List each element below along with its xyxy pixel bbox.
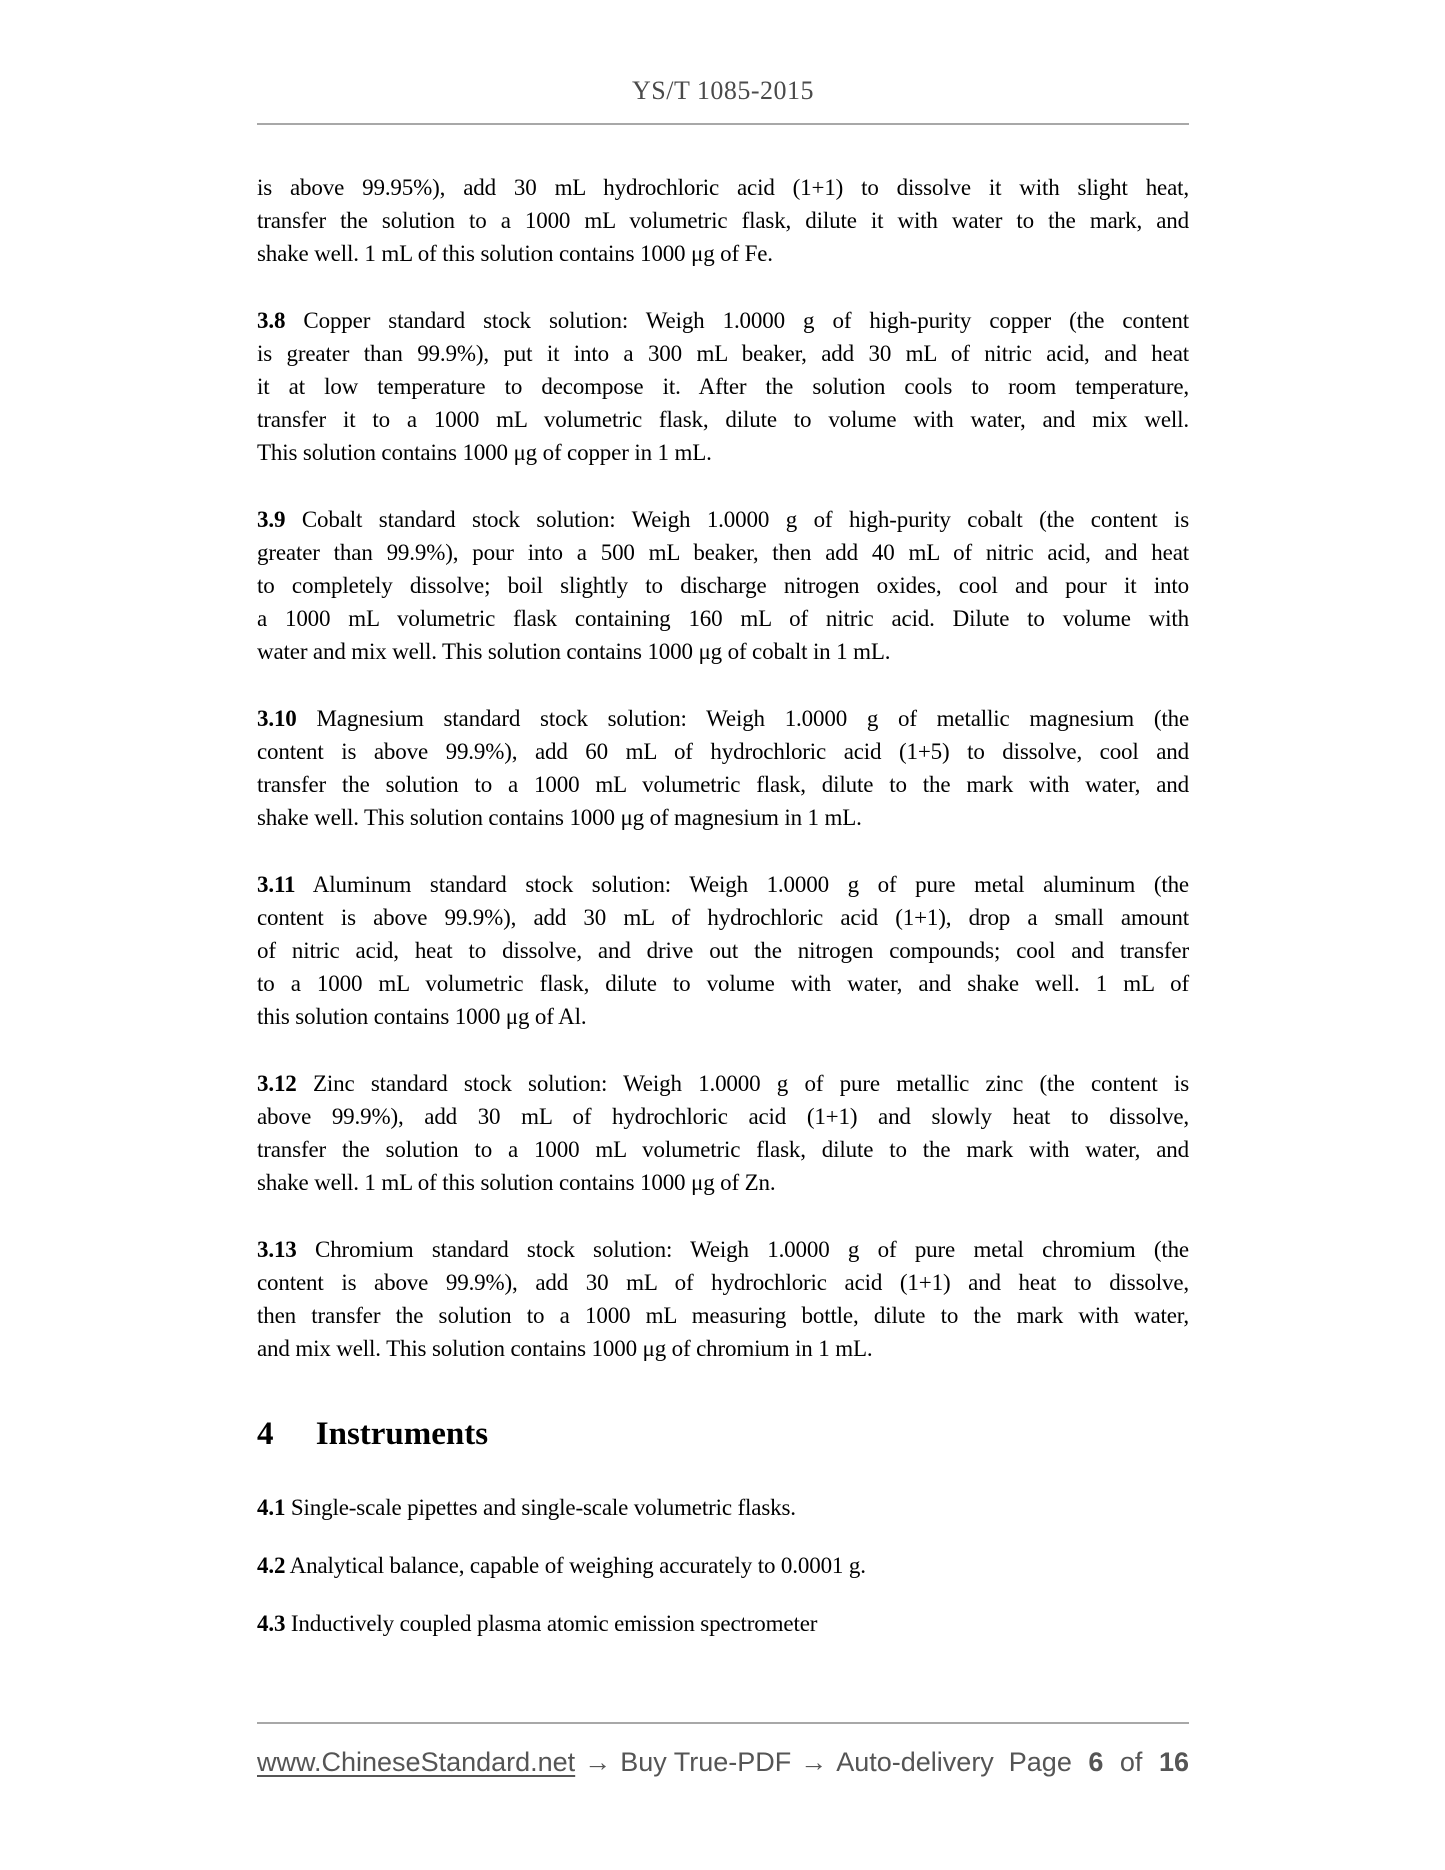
- clause-number: 3.11: [257, 872, 296, 897]
- text-line: 3.13 Chromium standard stock solution: Weigh 1.0000 g of pure metal chromium (the: [257, 1237, 1189, 1262]
- section-number: 4: [257, 1416, 274, 1452]
- paragraph: [257, 868, 1189, 1033]
- text-line: 3.10 Magnesium standard stock solution: Weigh 1.0000 g of metallic magnesium (the: [257, 706, 1189, 731]
- page-number: 6: [1088, 1747, 1104, 1777]
- header-standard-code: YS/T 1085-2015: [631, 76, 815, 105]
- of-label: of: [1119, 1747, 1143, 1777]
- page-total: 16: [1158, 1747, 1189, 1777]
- paragraph: [257, 1067, 1189, 1199]
- paragraph: [257, 171, 1189, 270]
- instrument-item: 4.1 Single-scale pipettes and single-scale volumetric flasks.: [257, 1495, 796, 1520]
- text-line: and mix well. This solution contains 1000 μg of chromium in 1 mL.: [257, 1336, 873, 1361]
- text-line: to a 1000 mL volumetric flask, dilute to volume with water, and shake well. 1 mL of: [257, 971, 1189, 996]
- clause-number: 4.3: [257, 1611, 286, 1636]
- instrument-item: 4.3 Inductively coupled plasma atomic emission spectrometer: [257, 1611, 818, 1636]
- page-label: Page: [1008, 1747, 1072, 1777]
- text-line: content is above 99.9%), add 30 mL of hydrochloric acid (1+1) and heat to dissolve,: [257, 1270, 1189, 1295]
- instrument-item: 4.2 Analytical balance, capable of weighing accurately to 0.0001 g.: [257, 1553, 866, 1578]
- header-rule: [257, 123, 1189, 125]
- instrument-items: [257, 1491, 1189, 1640]
- text-line: transfer the solution to a 1000 mL volumetric flask, dilute it with water to the mark, and: [257, 208, 1189, 233]
- text-line: transfer it to a 1000 mL volumetric flask, dilute to volume with water, and mix well.: [257, 407, 1189, 432]
- text-line: transfer the solution to a 1000 mL volumetric flask, dilute to the mark with water, and: [257, 772, 1189, 797]
- text-line: a 1000 mL volumetric flask containing 160 mL of nitric acid. Dilute to volume with: [257, 606, 1189, 631]
- text-line: 3.11 Aluminum standard stock solution: Weigh 1.0000 g of pure metal aluminum (the: [257, 872, 1189, 897]
- text-line: to completely dissolve; boil slightly to discharge nitrogen oxides, cool and pour it into: [257, 573, 1189, 598]
- page-indicator: [1009, 1746, 1189, 1778]
- clause-number: 3.12: [257, 1071, 297, 1096]
- text-line: transfer the solution to a 1000 mL volumetric flask, dilute to the mark with water, and: [257, 1137, 1189, 1162]
- text-line: this solution contains 1000 μg of Al.: [257, 1004, 587, 1029]
- text-line: then transfer the solution to a 1000 mL measuring bottle, dilute to the mark with water,: [257, 1303, 1189, 1328]
- footer-buy-step: Buy True-PDF: [620, 1747, 792, 1777]
- arrow-icon: →: [800, 1747, 828, 1777]
- footer-rule: [257, 1722, 1189, 1724]
- text-line: is above 99.95%), add 30 mL hydrochloric acid (1+1) to dissolve it with slight heat,: [257, 175, 1189, 200]
- text-line: shake well. This solution contains 1000 μg of magnesium in 1 mL.: [257, 805, 862, 830]
- text-line: of nitric acid, heat to dissolve, and drive out the nitrogen compounds; cool and transfer: [257, 938, 1189, 963]
- section-heading: [257, 1411, 1189, 1457]
- text-line: 3.9 Cobalt standard stock solution: Weigh 1.0000 g of high-purity cobalt (the content is: [257, 507, 1189, 532]
- text-line: water and mix well. This solution contains 1000 μg of cobalt in 1 mL.: [257, 639, 891, 664]
- clause-number: 4.2: [257, 1553, 286, 1578]
- text-line: content is above 99.9%), add 60 mL of hydrochloric acid (1+5) to dissolve, cool and: [257, 739, 1189, 764]
- text-line: 3.12 Zinc standard stock solution: Weigh 1.0000 g of pure metallic zinc (the content is: [257, 1071, 1189, 1096]
- paragraph: [257, 702, 1189, 834]
- arrow-icon: →: [584, 1747, 612, 1777]
- clause-number: 4.1: [257, 1495, 286, 1520]
- text-line: greater than 99.9%), pour into a 500 mL beaker, then add 40 mL of nitric acid, and heat: [257, 540, 1189, 565]
- text-line: 3.8 Copper standard stock solution: Weigh 1.0000 g of high-purity copper (the content: [257, 308, 1189, 333]
- footer-delivery-step: Auto-delivery: [836, 1747, 994, 1777]
- website-link[interactable]: www.ChineseStandard.net: [257, 1747, 576, 1777]
- clause-number: 3.9: [257, 507, 286, 532]
- page-footer: [257, 1722, 1189, 1778]
- text-line: content is above 99.9%), add 30 mL of hydrochloric acid (1+1), drop a small amount: [257, 905, 1189, 930]
- body-paragraphs: [257, 171, 1189, 1365]
- text-line: shake well. 1 mL of this solution contains 1000 μg of Fe.: [257, 241, 773, 266]
- clause-number: 3.10: [257, 706, 297, 731]
- section-title: Instruments: [315, 1416, 489, 1452]
- paragraph: [257, 1233, 1189, 1365]
- text-line: it at low temperature to decompose it. After the solution cools to room temperature,: [257, 374, 1189, 399]
- text-line: above 99.9%), add 30 mL of hydrochloric acid (1+1) and slowly heat to dissolve,: [257, 1104, 1189, 1129]
- text-line: shake well. 1 mL of this solution contains 1000 μg of Zn.: [257, 1170, 776, 1195]
- text-line: is greater than 99.9%), put it into a 300 mL beaker, add 30 mL of nitric acid, and heat: [257, 341, 1189, 366]
- clause-number: 3.13: [257, 1237, 297, 1262]
- paragraph: [257, 304, 1189, 469]
- clause-number: 3.8: [257, 308, 286, 333]
- text-line: This solution contains 1000 μg of copper in 1 mL.: [257, 440, 712, 465]
- paragraph: [257, 503, 1189, 668]
- page-content: [257, 0, 1189, 1640]
- footer-source: [257, 1746, 994, 1778]
- footer-row: [257, 1746, 1189, 1778]
